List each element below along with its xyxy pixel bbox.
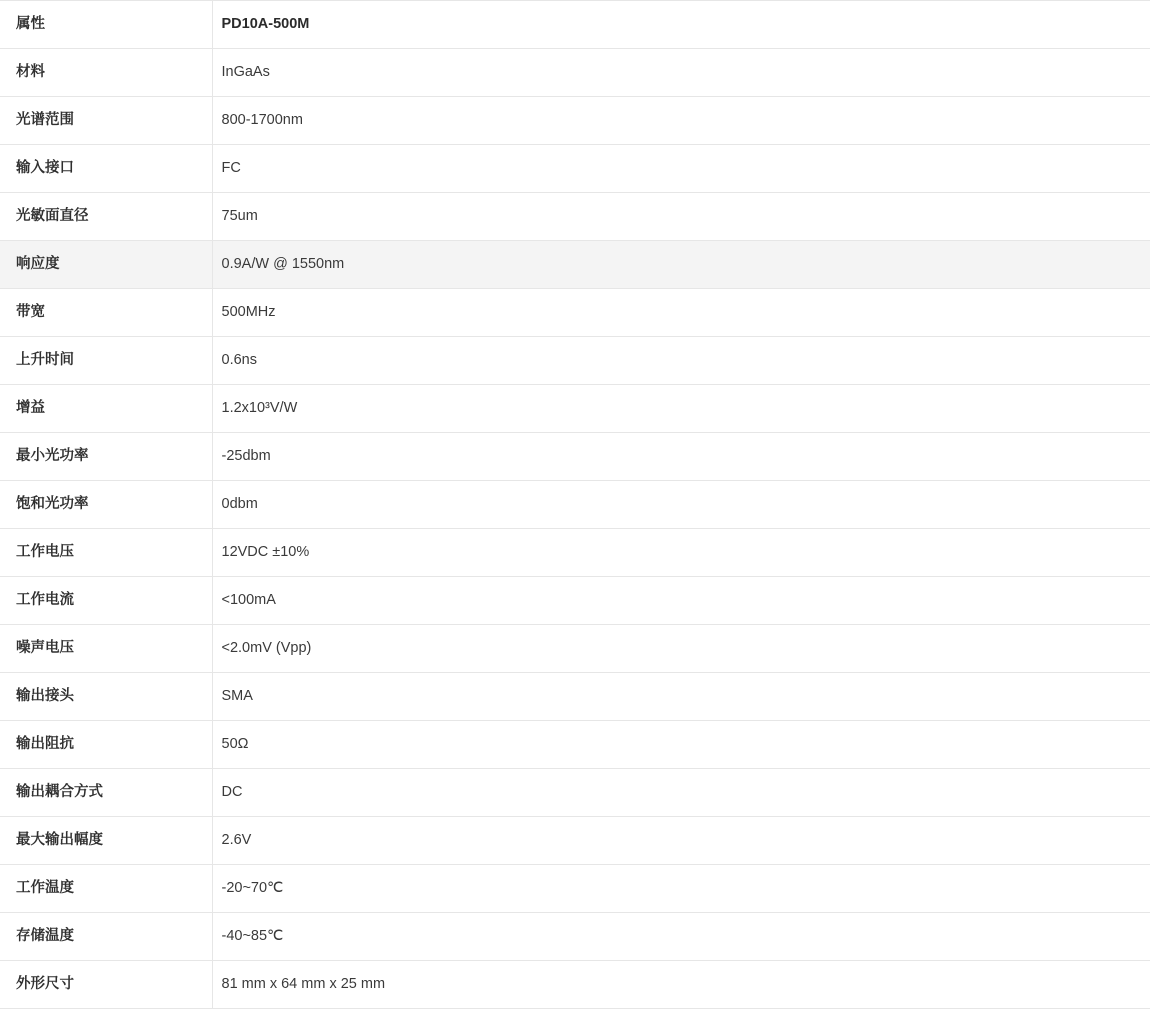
table-cell-attribute: 饱和光功率 bbox=[0, 481, 212, 529]
table-row bbox=[0, 97, 1150, 145]
table-cell-attribute: 增益 bbox=[0, 385, 212, 433]
table-cell-value: -25dbm bbox=[221, 448, 271, 465]
table-cell-attribute: 存储温度 bbox=[0, 913, 212, 961]
table-cell-attribute: 外形尺寸 bbox=[0, 961, 212, 1009]
table-cell-attribute: 输出阻抗 bbox=[0, 721, 212, 769]
table-cell-attribute: 属性 bbox=[0, 1, 212, 49]
table-cell-attribute: 最大输出幅度 bbox=[0, 817, 212, 865]
table-row bbox=[0, 865, 1150, 913]
table-cell-attribute: 工作电流 bbox=[0, 577, 212, 625]
table-cell-attribute: 响应度 bbox=[0, 241, 212, 289]
table-cell-value: 2.6V bbox=[221, 832, 252, 849]
table-cell-value: PD10A-500M bbox=[221, 16, 310, 32]
table-row bbox=[0, 481, 1150, 529]
table-row bbox=[0, 1, 1150, 49]
table-row bbox=[0, 385, 1150, 433]
table-row bbox=[0, 817, 1150, 865]
table-cell-value: 500MHz bbox=[221, 304, 276, 321]
table-cell-attribute: 输出接头 bbox=[0, 673, 212, 721]
table-row bbox=[0, 289, 1150, 337]
table-cell-value: 800-1700nm bbox=[221, 112, 303, 129]
table-cell-attribute: 材料 bbox=[0, 49, 212, 97]
table-cell-value: 0.6ns bbox=[221, 352, 257, 369]
table-cell-attribute: 最小光功率 bbox=[0, 433, 212, 481]
table-row bbox=[0, 673, 1150, 721]
table-row bbox=[0, 913, 1150, 961]
table-cell-value: 50Ω bbox=[221, 736, 249, 753]
table-cell-attribute: 带宽 bbox=[0, 289, 212, 337]
table-cell-attribute: 输出耦合方式 bbox=[0, 769, 212, 817]
table-cell-attribute: 工作电压 bbox=[0, 529, 212, 577]
table-row bbox=[0, 577, 1150, 625]
table-cell-value: <100mA bbox=[221, 592, 276, 609]
table-cell-attribute: 噪声电压 bbox=[0, 625, 212, 673]
table-cell-value: 0dbm bbox=[221, 496, 258, 513]
specification-table-body bbox=[0, 1, 1150, 1009]
table-row bbox=[0, 961, 1150, 1009]
table-cell-attribute: 光谱范围 bbox=[0, 97, 212, 145]
table-cell-value: DC bbox=[221, 784, 243, 801]
table-cell-value: 0.9A/W @ 1550nm bbox=[212, 241, 1150, 289]
table-cell-value: 12VDC ±10% bbox=[221, 544, 310, 561]
table-cell-value: 1.2x10³V/W bbox=[221, 400, 298, 417]
table-row bbox=[0, 145, 1150, 193]
table-row bbox=[0, 769, 1150, 817]
table-row bbox=[0, 193, 1150, 241]
table-cell-value: -20~70℃ bbox=[221, 880, 284, 897]
table-cell-attribute: 上升时间 bbox=[0, 337, 212, 385]
table-cell-attribute: 输入接口 bbox=[0, 145, 212, 193]
table-row bbox=[0, 337, 1150, 385]
table-row bbox=[0, 529, 1150, 577]
table-cell-value: FC bbox=[221, 160, 241, 177]
table-cell-attribute: 工作温度 bbox=[0, 865, 212, 913]
table-cell-value: <2.0mV (Vpp) bbox=[221, 640, 312, 657]
table-row bbox=[0, 625, 1150, 673]
table-row bbox=[0, 49, 1150, 97]
table-row bbox=[0, 433, 1150, 481]
table-cell-value: 75um bbox=[221, 208, 258, 225]
table-cell-value: -40~85℃ bbox=[221, 928, 284, 945]
table-cell-value: InGaAs bbox=[221, 64, 270, 81]
table-row bbox=[0, 241, 1150, 289]
table-cell-value: 81 mm x 64 mm x 25 mm bbox=[221, 976, 386, 993]
table-row bbox=[0, 721, 1150, 769]
table-cell-value: SMA bbox=[221, 688, 253, 705]
table-cell-attribute: 光敏面直径 bbox=[0, 193, 212, 241]
